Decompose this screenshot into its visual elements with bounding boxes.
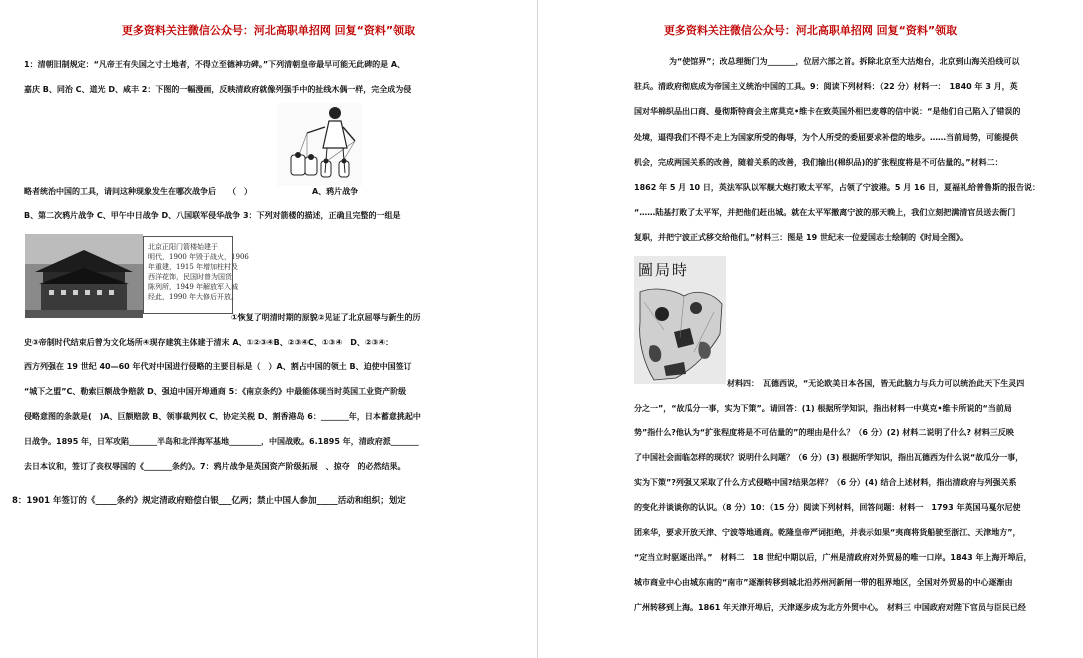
text-line: 团来华，要求开放天津、宁波等地通商。乾隆皇帝严词拒绝，并表示如果“夷商将货船驶至浙江、天津地方”， [634,528,1021,537]
text-line: “定当立时驱逐出洋。” 材料二 18 世纪中期以后，广州是清政府对外贸易的唯一口岸。1843 年上海开埠后， [634,553,1032,562]
text-line: B、第二次鸦片战争 C、甲午中日战争 D、八国联军侵华战争 3：下列对箭楼的描述，正确且完整的一组是 [24,211,401,220]
text-line: 史③帝制时代结束后曾为文化场所④现存建筑主体建于清末 A、①②③④B、②③④C、①③④ D、②③④： [24,338,394,347]
text-line: 日战争。1895 年，日军攻陷_______半岛和北洋海军基地________，中国战败。6.1895 年，清政府派_______ [24,437,419,446]
caption-frame [143,236,233,314]
text-line: 处境，逼得我们不得不走上为国家所受的侮辱，为个人所受的委屈要求补偿的地步。……当前局势，可能提供 [634,133,1018,142]
text-line: 驻兵。清政府彻底成为帝国主义统治中国的工具。9：阅读下列材料：（22 分）材料一： 1840 年 3 月，英 [634,82,1018,91]
left-page [0,0,537,658]
text-line: “……陆基打败了太平军，并把他们赶出城。就在太平军撤离宁波的那天晚上，我们立刻把满清官员送去衙门 [634,208,1016,217]
text-line: 城市商业中心由城东南的“南市”逐渐转移到城北沿苏州河新闸一带的租界地区，全国对外贸易的中心逐渐由 [634,578,1013,587]
left-page-header: 更多资料关注微信公众号：河北高职单招网 回复“资料”领取 [121,24,416,37]
map-title: 圖局時 [638,261,690,279]
text-line: 略者统治中国的工具，请问这种现象发生在哪次战争后 （ ） A、鸦片战争 [24,187,359,196]
text-line: 机会，完成两国关系的改善，随着关系的改善，我们输出(棉织品)的扩张程度将是不可估量的。”材料二： [634,158,1003,167]
right-page [538,0,1083,658]
text-line: “城下之盟”C、勒索巨额战争赔款 D、强迫中国开埠通商 5：《南京条约》中最能体现当时英国工业资产阶级 [24,387,407,396]
text-line: 为“使馆界”；改总理衙门为_______，位居六部之首。拆除北京至大沽炮台，北京到山海关沿线可以 [669,57,1020,66]
text-line: 去日本议和，签订了丧权辱国的《_______条约》。7：鸦片战争是英国资产阶级拓展 、掠夺 的必然结果。 [24,462,406,471]
text-line: ①恢复了明清时期的原貌②见证了北京屈辱与新生的历 [231,313,421,322]
text-line: 复职，并把宁波正式移交给他们。”材料三：图是 19 世纪末一位爱国志士绘制的《时局全图》。 [634,233,968,242]
text-line: 国对华棉织品出口商、曼彻斯特商会主席莫克•维卡在致英国外相巴麦尊的信中说：“是他们自己陷入了错误的 [634,107,1021,116]
text-line: 1：清朝旧制规定：“凡帝王有失国之寸土地者，不得立至德神功碑。”下列清朝皇帝最早可能无此碑的是 A、 [24,60,406,69]
text-line: 的变化并谈谈你的认识。（8 分）10：（15 分）阅读下列材料，回答问题：材料一 1793 年英国马戛尔尼使 [634,503,1021,512]
text-line: 实为下策”?列强又采取了什么方式侵略中国?结果怎样？（6 分）(4) 结合上述材料，指出清政府与列强关系 [634,478,1017,487]
text-line: 材料四： 瓦德西说，“无论欧美日本各国，皆无此脑力与兵力可以统治此天下生灵四 [727,379,1025,388]
tower-photo-caption: 北京正阳门箭楼始建于 明代，1900 年毁于战火，1906 年重建，1915 年增加柱村及 西洋花饰，民国时曾为国货 陈列所，1949 年解放军入城 经此，1990 年大修后开放。 [148,243,249,301]
current-situation-map-image [634,256,726,384]
text-line: 嘉庆 B、同治 C、道光 D、咸丰 2：下图的一幅漫画，反映清政府就像列强手中的扯线木偶一样，完全成为侵 [24,85,412,94]
text-line: 分之一”，“故瓜分一事，实为下策”。请回答：(1) 根据所学知识，指出材料一中莫克•维卡所说的“当前局 [634,404,1012,413]
map-illustration [634,282,726,384]
right-page-header: 更多资料关注微信公众号：河北高职单招网 回复“资料”领取 [663,24,958,37]
text-line: 势”指什么?他认为“扩张程度将是不可估量的”的理由是什么？（6 分）(2) 材料二说明了什么? 材料三反映 [634,428,1014,437]
text-line: 1862 年 5 月 10 日，英法军队以军舰大炮打败太平军，占领了宁波港。5 月 16 日，夏福礼给普鲁斯的报告说： [634,183,1040,192]
puppet-cartoon-image [277,103,362,186]
text-line: 侵略意图的条款是( )A、巨额赔款 B、领事裁判权 C、协定关税 D、割香港岛 6：_______年，日本蓄意挑起中 [24,412,421,421]
text-line: 广州转移到上海。1861 年天津开埠后，天津逐步成为北方外贸中心。 材料三 中国政府对陛下官员与臣民已经 [634,603,1026,612]
zhengyangmen-arrow-tower-photo [25,234,143,318]
text-line: 8：1901 年签订的《_____条约》规定清政府赔偿白银___亿两；禁止中国人参加_____活动和组织；划定 [12,496,406,506]
text-line: 了中国社会面临怎样的现状？说明什么问题？（6 分）(3) 根据所学知识，指出瓦德西为什么说“故瓜分一事， [634,453,1024,462]
text-line: 西方列强在 19 世纪 40—60 年代对中国进行侵略的主要目标是（ ）A、割占中国的领土 B、迫使中国签订 [24,362,412,371]
